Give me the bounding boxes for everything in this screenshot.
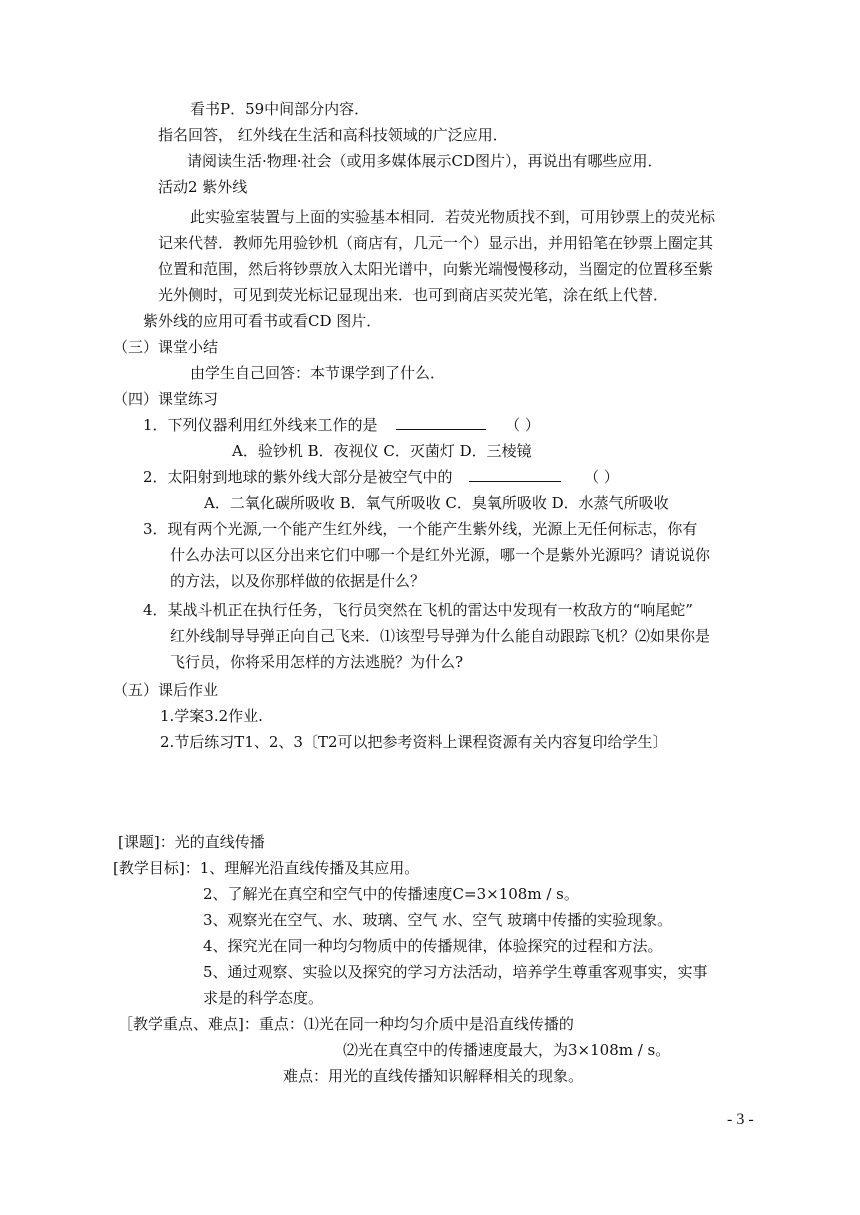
answer-blank xyxy=(396,415,486,430)
text-line: 此实验室装置与上面的实验基本相同．若荧光物质找不到，可用钞票上的荧光标 xyxy=(190,208,716,226)
page-number: - 3 - xyxy=(727,1111,754,1128)
answer-blank xyxy=(469,467,561,482)
question-text: 2．太阳射到地球的紫外线大部分是被空气中的 xyxy=(143,468,453,486)
homework-item: 1.学案3.2作业. xyxy=(160,707,263,725)
goal-line: 5、通过观察、实验以及探究的学习方法活动，培养学生尊重客观事实，实事 xyxy=(203,963,708,981)
key-points-line: ⑵光在真空中的传播速度最大，为3×108m / s。 xyxy=(343,1041,671,1059)
goal-line: 2、了解光在真空和空气中的传播速度C=3×108m / s。 xyxy=(203,885,579,903)
question-4-line: 红外线制导导弹正向自己飞来．⑴该型号导弹为什么能自动跟踪飞机？⑵如果你是 xyxy=(170,627,711,645)
text-line: 指名回答， 红外线在生活和高科技领域的广泛应用． xyxy=(158,126,508,144)
question-4-line: 飞行员，你将采用怎样的方法逃脱？为什么? xyxy=(170,653,464,671)
text-line: 看书P．59中间部分内容． xyxy=(190,100,370,118)
question-4-line: 4．某战斗机正在执行任务，飞行员突然在飞机的雷达中发现有一枚敌方的“响尾蛇” xyxy=(143,601,693,619)
text-line: 光外侧时，可见到荧光标记显现出来．也可到商店买荧光笔，涂在纸上代替． xyxy=(158,286,669,304)
question-text: 1．下列仪器利用红外线来工作的是 xyxy=(143,416,378,434)
homework-item: 2.节后练习T1、2、3〔T2可以把参考资料上课程资源有关内容复印给学生〕 xyxy=(160,733,668,751)
text-line: 由学生自己回答：本节课学到了什么． xyxy=(190,364,446,382)
answer-paren: （ ） xyxy=(584,468,619,486)
goal-line: 4、探究光在同一种均匀物质中的传播规律，体验探究的过程和方法。 xyxy=(203,937,663,955)
goal-line: [教学目标]：1、理解光沿直线传播及其应用。 xyxy=(113,859,420,877)
text-line: 位置和范围，然后将钞票放入太阳光谱中，向紫光端慢慢移动，当圈定的位置移至紫 xyxy=(158,260,714,278)
question-3-line: 3．现有两个光源,一个能产生红外线，一个能产生紫外线，光源上无任何标志，你有 xyxy=(143,520,698,538)
key-points-line: ［教学重点、难点]：重点：⑴光在同一种均匀介质中是沿直线传播的 xyxy=(118,1015,574,1033)
section-heading: （四）课堂练习 xyxy=(113,390,219,408)
text-line: 紫外线的应用可看书或看CD 图片． xyxy=(143,312,382,330)
text-line: 请阅读生活·物理·社会（或用多媒体展示CD图片），再说出有哪些应用． xyxy=(187,152,663,170)
lesson-title: [课题]：光的直线传播 xyxy=(118,833,265,851)
question-1-options: A．验钞机 B．夜视仪 C．灭菌灯 D．三棱镜 xyxy=(232,442,532,460)
text-line: 记来代替．教师先用验钞机（商店有，几元一个）显示出，并用铅笔在钞票上圈定其 xyxy=(158,234,714,252)
section-heading: （三）课堂小结 xyxy=(113,338,219,356)
goal-line: 3、观察光在空气、水、玻璃、空气 水、空气 玻璃中传播的实验现象。 xyxy=(203,911,673,929)
difficulty-line: 难点：用光的直线传播知识解释相关的现象。 xyxy=(283,1067,584,1085)
question-2-options: A．二氧化碳所吸收 B．氧气所吸收 C．臭氧所吸收 D．水蒸气所吸收 xyxy=(204,494,669,512)
section-heading: （五）课后作业 xyxy=(113,681,219,699)
activity-heading: 活动2 紫外线 xyxy=(158,178,248,196)
question-3-line: 的方法，以及你那样做的依据是什么？ xyxy=(170,572,426,590)
question-1 xyxy=(143,415,540,435)
goal-line: 求是的科学态度。 xyxy=(203,989,324,1007)
question-2 xyxy=(143,467,619,487)
question-3-line: 什么办法可以区分出来它们中哪一个是红外光源，哪一个是紫外光源吗？请说说你 xyxy=(170,546,711,564)
answer-paren: （ ） xyxy=(505,416,540,434)
